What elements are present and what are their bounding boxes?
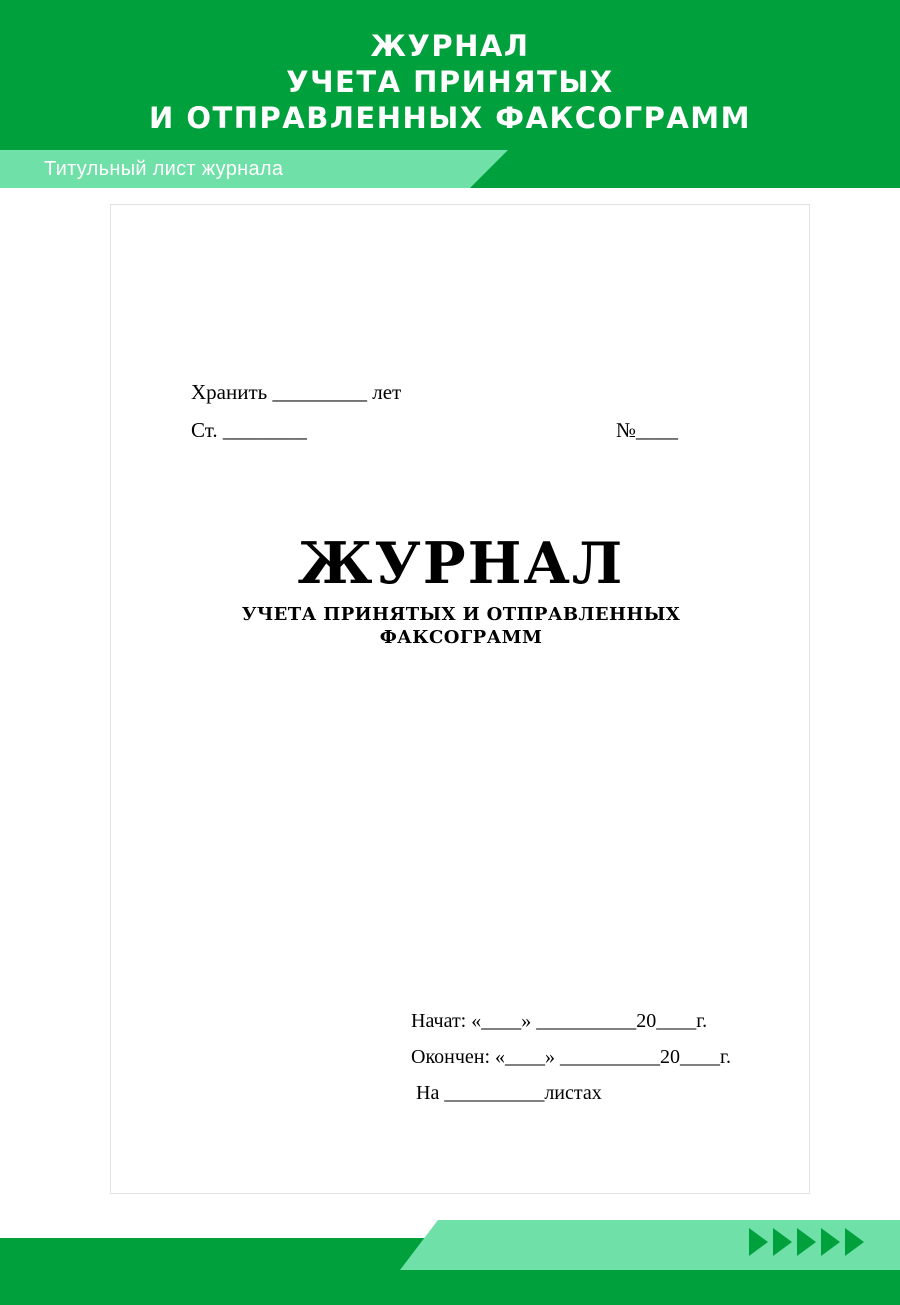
started-date-field: Начат: «____» __________20____г. bbox=[411, 1010, 708, 1032]
header-title-line-2: УЧЕТА ПРИНЯТЫХ bbox=[286, 65, 614, 99]
finished-date-field: Окончен: «____» __________20____г. bbox=[411, 1046, 731, 1068]
header-title bbox=[0, 28, 900, 136]
number-field: №____ bbox=[616, 418, 679, 442]
triangle-right-icon bbox=[845, 1228, 864, 1256]
triangle-right-icon bbox=[749, 1228, 768, 1256]
storage-years-field: Хранить _________ лет bbox=[191, 380, 402, 404]
document-subtitle-line-1: УЧЕТА ПРИНЯТЫХ И ОТПРАВЛЕННЫХ bbox=[241, 604, 681, 625]
document-subtitle-line-2: ФАКСОГРАММ bbox=[379, 627, 543, 648]
footer-arrows bbox=[749, 1228, 864, 1256]
header-title-line-1: ЖУРНАЛ bbox=[370, 29, 530, 63]
header-title-line-3: И ОТПРАВЛЕННЫХ ФАКСОГРАММ bbox=[148, 101, 752, 135]
document-page-preview[interactable] bbox=[110, 204, 810, 1194]
triangle-right-icon bbox=[797, 1228, 816, 1256]
triangle-right-icon bbox=[821, 1228, 840, 1256]
article-field: Ст. ________ bbox=[191, 418, 307, 442]
triangle-right-icon bbox=[773, 1228, 792, 1256]
document-subtitle bbox=[111, 603, 811, 649]
document-main-title: ЖУРНАЛ bbox=[297, 530, 625, 597]
document-content bbox=[111, 205, 811, 1195]
sheets-count-field: На __________листах bbox=[416, 1082, 602, 1104]
subtitle-label: Титульный лист журнала bbox=[44, 158, 284, 180]
page-area bbox=[0, 188, 900, 1238]
